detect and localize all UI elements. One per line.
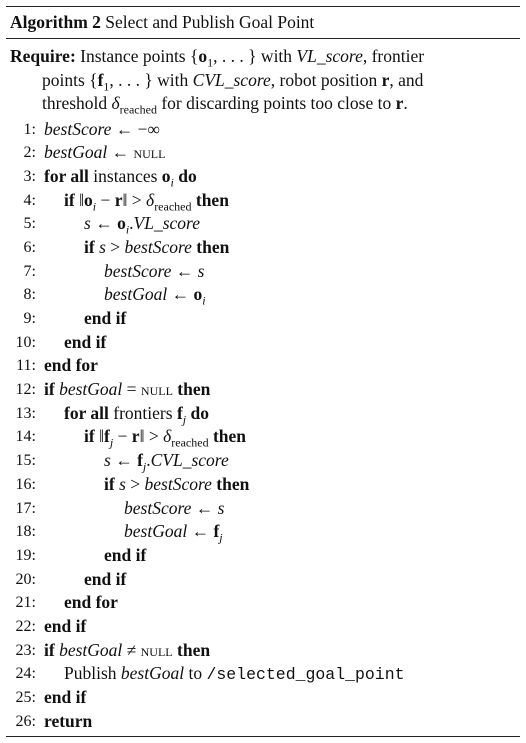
algo-line [6, 639, 520, 663]
algorithm-label: Algorithm 2 [10, 12, 101, 32]
require-text: Instance points {$o_1$, . . . } with VL_score, frontier points {$f_1$, . . . } with CVL_score, robot position r, and threshold $\delta_{reached}$ for discarding points too close to r. [42, 46, 425, 117]
line-number: 12: [15, 381, 36, 399]
algo-line [6, 449, 520, 473]
algo-line [6, 615, 520, 639]
line-number: 26: [15, 712, 36, 730]
line-code: end for [44, 355, 98, 376]
line-number: 9: [23, 310, 36, 327]
line-code: if bestGoal ≠ null then [44, 639, 211, 660]
line-code: end if [84, 308, 127, 328]
line-code: end if [44, 687, 87, 707]
line-code: if s > bestScore then [104, 473, 250, 494]
line-code: if $‖f_j$ − r‖ > $\delta_{reached}$ then [84, 426, 247, 450]
line-number: 3: [23, 167, 36, 185]
algorithm-title: Select and Publish Goal Point [105, 12, 315, 32]
line-number: 14: [15, 428, 36, 446]
algorithm-caption [6, 7, 520, 38]
line-number: 2: [23, 144, 36, 162]
algo-line [6, 189, 520, 213]
algo-line [6, 662, 520, 686]
line-number: 24: [15, 665, 36, 683]
line-number: 10: [15, 333, 36, 351]
line-code: end if [44, 615, 87, 636]
algo-line [6, 425, 520, 449]
line-number: 25: [15, 689, 36, 706]
line-code: bestScore ← −∞ [44, 118, 160, 139]
line-number: 18: [15, 523, 36, 541]
line-number: 5: [23, 215, 36, 233]
require-clause [6, 39, 520, 116]
algo-line [6, 568, 520, 592]
line-code: if s > bestScore then [84, 236, 230, 257]
algo-line [6, 260, 520, 284]
algo-line [6, 402, 520, 426]
algo-line [6, 591, 520, 615]
algo-line [6, 497, 520, 521]
algo-line [6, 283, 520, 307]
algo-line [6, 710, 520, 734]
algorithm-block [6, 6, 520, 733]
algorithm-lines [6, 118, 520, 734]
line-number: 1: [23, 120, 36, 138]
line-number: 6: [23, 238, 36, 256]
bottom-rule [6, 736, 520, 737]
line-code: end for [64, 592, 118, 613]
require-keyword: Require: [10, 46, 76, 66]
line-code: bestScore ← s [124, 497, 225, 518]
algo-line [6, 307, 520, 331]
line-code: s ← $o_i.VL\_score$ [84, 213, 200, 237]
line-code: bestGoal ← $o_i$ [104, 284, 206, 308]
line-number: 13: [15, 404, 36, 422]
line-code: end if [104, 544, 147, 565]
algo-line [6, 544, 520, 568]
line-number: 20: [15, 570, 36, 588]
algo-line [6, 236, 520, 260]
line-number: 17: [15, 499, 36, 517]
line-code: bestGoal ← $f_j$ [124, 521, 223, 545]
line-number: 23: [15, 641, 36, 659]
line-number: 22: [15, 617, 36, 635]
algo-line [6, 378, 520, 402]
algo-line [6, 686, 520, 710]
algo-line [6, 331, 520, 355]
line-number: 16: [15, 475, 36, 493]
line-code: if $‖o_i$ − r‖ > $\delta_{reached}$ then [64, 189, 229, 214]
line-number: 19: [15, 546, 36, 564]
line-code: end if [64, 331, 107, 352]
line-number: 4: [23, 191, 36, 209]
line-number: 15: [15, 452, 36, 470]
line-code: end if [84, 568, 127, 589]
line-number: 7: [23, 262, 36, 280]
line-code: s ← $f_j.CVL\_score$ [104, 450, 229, 474]
line-number: 8: [23, 286, 36, 304]
algo-line [6, 212, 520, 236]
line-code: Publish bestGoal to /selected_goal_point [64, 663, 405, 685]
line-code: return [44, 710, 93, 731]
line-code: for all frontiers $f_j$ do [64, 402, 209, 427]
line-code: bestGoal ← null [44, 142, 166, 163]
line-number: 11: [16, 357, 36, 375]
line-code: if bestGoal = null then [44, 379, 211, 400]
algo-line [6, 141, 520, 165]
algo-line [6, 473, 520, 497]
algo-line [6, 354, 520, 378]
algo-line [6, 165, 520, 189]
line-code: bestScore ← s [104, 260, 205, 281]
line-number: 21: [15, 594, 36, 612]
algo-line [6, 520, 520, 544]
algo-line [6, 118, 520, 142]
line-code: for all instances $o_i$ do [44, 165, 197, 190]
